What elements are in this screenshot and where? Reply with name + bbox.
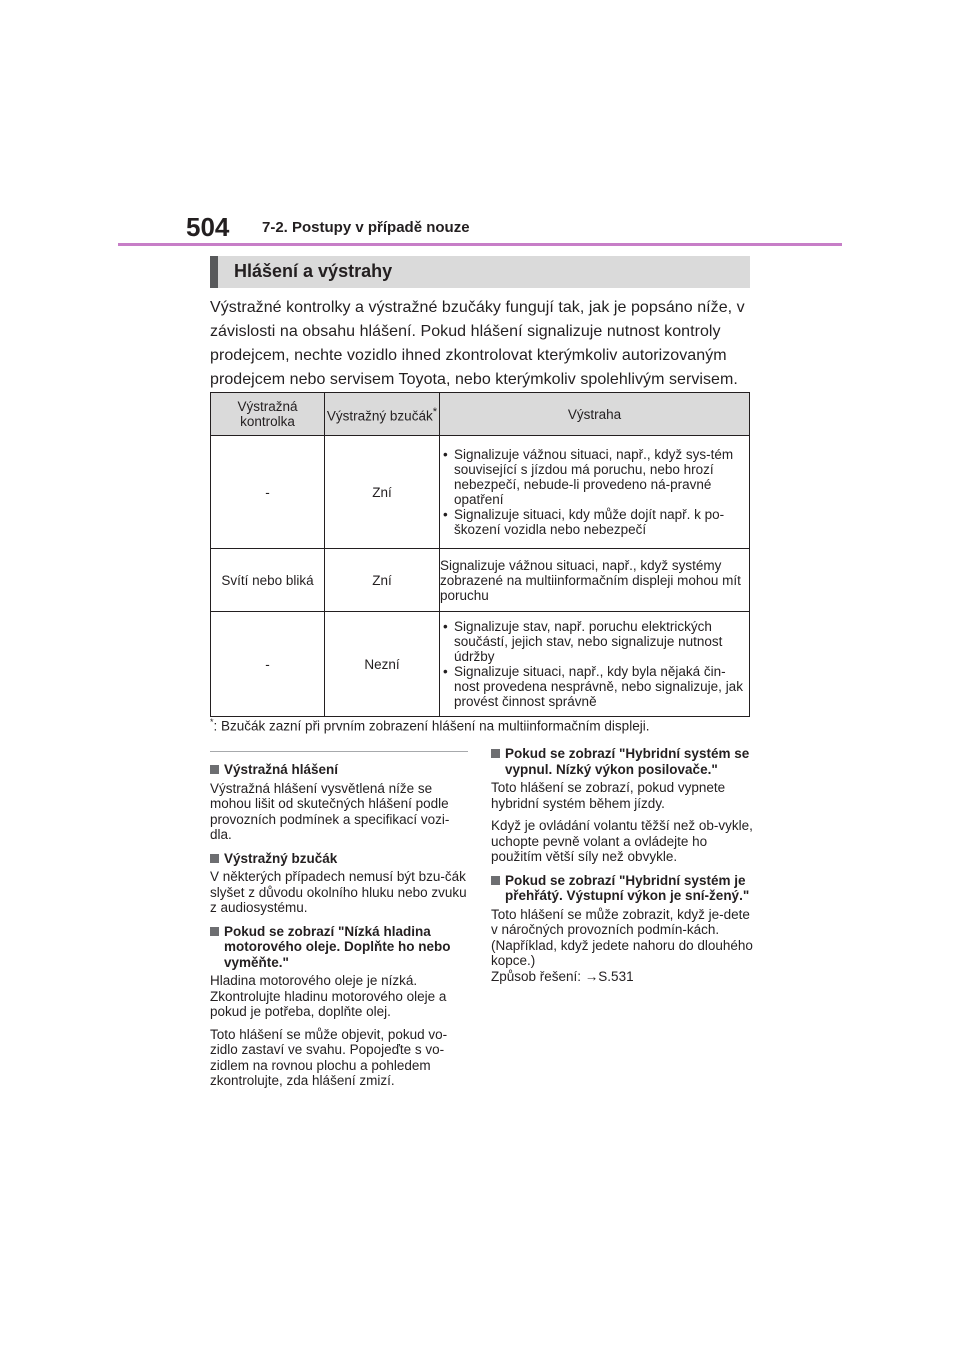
paragraph: Toto hlášení se může objevit, pokud vo-zidlo zastaví ve svahu. Popojeďte s vo-zidlem na rovnou plochu a pohledem zkontrolujte, zda hlášení zmizí. xyxy=(210,1026,448,1088)
subsection-heading xyxy=(210,851,468,867)
subsection xyxy=(210,924,468,1089)
paragraph: Když je ovládání volantu těžší než ob-vykle, uchopte pevně volant a ovládejte ho použitím větší síly než obvykle. xyxy=(491,818,753,864)
subsection-heading xyxy=(491,873,753,904)
subsection xyxy=(491,873,753,985)
subsection-heading-text: Pokud se zobrazí "Hybridní systém se vypnul. Nízký výkon posilovače." xyxy=(505,746,750,777)
page-number: 504 xyxy=(186,212,230,242)
warning-table xyxy=(210,392,750,717)
subsection-heading-text: Výstražný bzučák xyxy=(224,850,338,866)
footnote-mark: * xyxy=(432,405,438,418)
left-column xyxy=(210,762,468,1097)
section-heading-bar xyxy=(210,256,750,288)
paragraph: Toto hlášení se může zobrazit, když je-dete v náročných provozních podmín-kách. (Například, když jedete nahoru do dlouhého kopce.) xyxy=(491,906,753,968)
footnote-mark: * xyxy=(210,717,214,727)
square-bullet-icon xyxy=(210,854,219,863)
cell-vystraha xyxy=(440,612,750,717)
subsection xyxy=(491,746,753,865)
column-divider xyxy=(210,751,468,752)
intro-paragraph: Výstražné kontrolky a výstražné bzučáky fungují tak, jak je popsáno níže, v závislosti na obsahu hlášení. Pokud hlášení signalizuje nutnost kontroly prodejcem, nechte vozidlo ihned zkontrolovat kterýmkoliv autorizovaným prodejcem nebo servisem Toyota, nebo kterýmkoliv spolehlivým servisem. xyxy=(210,299,745,388)
table-row xyxy=(211,436,750,549)
header-bzucak-label: Výstražný bzučák xyxy=(326,408,433,424)
cell-kontrolka: - xyxy=(211,612,325,717)
paragraph: Výstražná hlášení vysvětlená níže se mohou lišit od skutečných hlášení podle provozních podmínek a specifikací vozi-dla. xyxy=(210,780,450,842)
paragraph: Toto hlášení se zobrazí, pokud vypnete hybridní systém během jízdy. xyxy=(491,780,726,811)
square-bullet-icon xyxy=(210,927,219,936)
header-vystraha: Výstraha xyxy=(440,393,750,436)
cell-vystraha xyxy=(440,436,750,549)
cell-vystraha: Signalizuje vážnou situaci, např., když systémy zobrazené na multiinformačním displeji mohou mít poruchu xyxy=(440,549,750,612)
paragraph: V některých případech nemusí být bzu-čák slyšet z důvodu okolního hluku nebo zvuku z audiosystému. xyxy=(210,869,467,915)
footnote-text: : Bzučák zazní při prvním zobrazení hlášení na multiinformačním displeji. xyxy=(213,718,650,734)
page-reference[interactable]: Způsob řešení: →S.531 xyxy=(491,968,634,984)
square-bullet-icon xyxy=(491,749,500,758)
subsection xyxy=(210,851,468,916)
table-header-row xyxy=(211,393,750,436)
cell-bzucak: Zní xyxy=(325,436,440,549)
list-item: • Signalizuje situaci, např., kdy byla nějaká čin-nost provedena nesprávně, nebo signalizuje, jak provést činnost správně xyxy=(454,664,749,709)
subsection-heading-text: Výstražná hlášení xyxy=(224,762,339,777)
bullet-list xyxy=(440,619,749,709)
square-bullet-icon xyxy=(210,765,219,774)
table-footnote xyxy=(210,717,649,734)
cell-kontrolka: - xyxy=(211,436,325,549)
header-bzucak xyxy=(325,393,440,436)
subsection-heading xyxy=(491,746,753,777)
header-rule xyxy=(118,243,842,246)
section-title: Hlášení a výstrahy xyxy=(234,261,393,281)
cell-bzucak: Nezní xyxy=(325,612,440,717)
cell-kontrolka: Svítí nebo bliká xyxy=(211,549,325,612)
paragraph: Hladina motorového oleje je nízká. Zkontrolujte hladinu motorového oleje a pokud je potřeba, doplňte olej. xyxy=(210,973,447,1019)
bullet-list xyxy=(440,447,749,537)
table-row xyxy=(211,612,750,717)
list-item: • Signalizuje stav, např. poruchu elektrických součástí, jejich stav, nebo signalizuje nutnost údržby xyxy=(454,619,749,664)
square-bullet-icon xyxy=(491,876,500,885)
chapter-title: 7-2. Postupy v případě nouze xyxy=(262,219,470,236)
subsection xyxy=(210,762,468,843)
subsection-heading xyxy=(210,762,468,778)
list-item: • Signalizuje vážnou situaci, např., když sys-tém související s jízdou má poruchu, nebo hrozí nebezpečí, nebude-li provedeno ná-pravné opatření xyxy=(454,447,749,507)
list-item: • Signalizuje situaci, kdy může dojít např. k po-škození vozidla nebo nebezpečí xyxy=(454,507,749,537)
cell-bzucak: Zní xyxy=(325,549,440,612)
table-row xyxy=(211,549,750,612)
right-column xyxy=(491,746,753,992)
subsection-heading-text: Pokud se zobrazí "Nízká hladina motorového oleje. Doplňte ho nebo vyměňte." xyxy=(224,923,451,970)
header-kontrolka: Výstražná kontrolka xyxy=(211,393,325,436)
subsection-heading xyxy=(210,924,468,971)
subsection-heading-text: Pokud se zobrazí "Hybridní systém je přehřátý. Výstupní výkon je sní-žený." xyxy=(505,872,750,903)
